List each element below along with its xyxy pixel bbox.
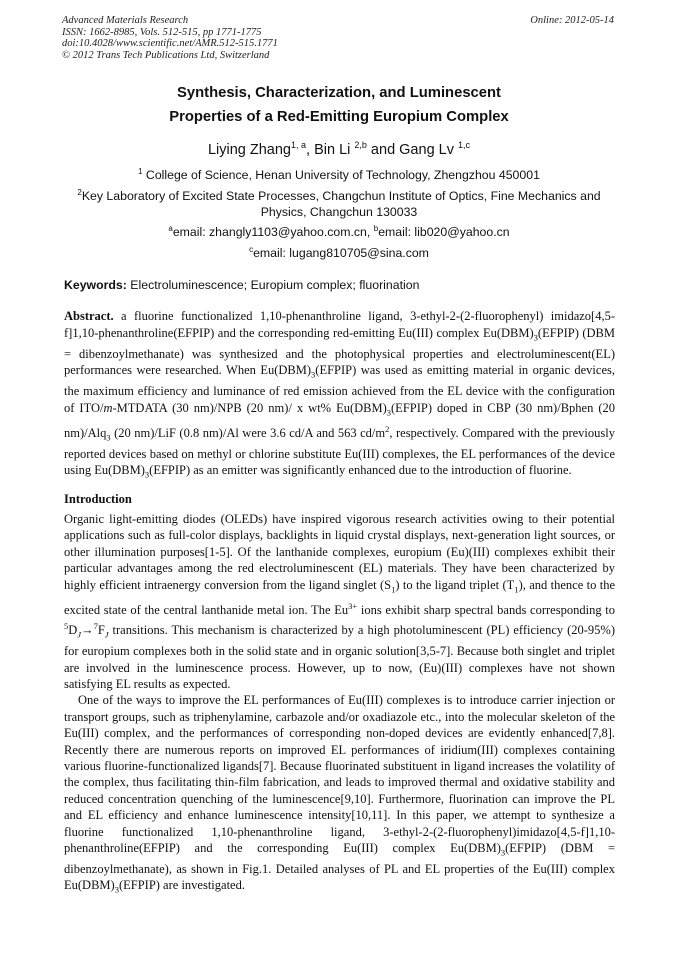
author-name: Liying Zhang	[207, 141, 291, 158]
intro-paragraph-2	[64, 692, 615, 898]
email-mark: a	[168, 224, 173, 233]
author-name: Gang Lv	[399, 141, 458, 158]
abstract-block	[64, 308, 615, 483]
copyright-line: © 2012 Trans Tech Publications Ltd, Switzerland	[62, 49, 270, 61]
body-text: ions exhibit sharp spectral bands corresponding to	[357, 602, 615, 617]
online-date: Online: 2012-05-14	[530, 15, 614, 26]
journal-header	[62, 15, 278, 61]
body-text: D	[68, 623, 78, 638]
email-mark: b	[373, 224, 379, 233]
author-affil-mark: 1,c	[458, 140, 471, 150]
author-affil-mark: 1, a	[291, 140, 307, 150]
body-text: (EFPIP) are investigated.	[118, 878, 245, 893]
body-text: ) to the ligand triplet (T	[395, 577, 515, 592]
body-text: transitions. This mechanism is characterized by a high photoluminescent (PL) efficiency (20-95%) for europium complexes both in the solid state and in organic solution[3,5-7]. Because both singlet and triplet are involved in the luminescence process. However, up to now, (Eu)(III) complexes have not shown satisfying EL results as expected.	[64, 623, 615, 691]
subscript: 1	[514, 584, 519, 595]
subscript: 3	[500, 847, 506, 858]
abstract-label: Abstract.	[64, 309, 114, 323]
subscript: 1	[391, 584, 396, 595]
email-mark: c	[249, 245, 254, 254]
section-heading-introduction: Introduction	[64, 492, 132, 506]
author-affil-mark: 2,b	[354, 140, 367, 150]
email-text: email: zhangly1103@yahoo.com.cn,	[172, 225, 374, 240]
affil-mark: 1	[138, 167, 143, 176]
subscript: 3	[106, 432, 111, 443]
abstract-text: (20 nm)/LiF (0.8 nm)/Al were 3.6 cd/A and 563 cd/m	[110, 425, 386, 440]
body-text: Organic light-emitting diodes (OLEDs) have inspired vigorous research activities owing to their potential applications such as full-color displays, backlights in liquid crystal displays, next-generation light sources, or other illumination purposes[1-5]. Of the lanthanide complexes, europium (Eu)(III) complexes exhibit their particular advantages among the red electroluminescent (EL) materials. They have been characterized by highly efficient intraenergy conversion from the ligand singlet (S	[64, 512, 615, 592]
email-line-c	[60, 242, 618, 261]
journal-name: Advanced Materials Research	[62, 15, 189, 26]
affiliation-1	[60, 164, 618, 183]
body-text: One of the ways to improve the EL performances of Eu(III) complexes is to introduce carrier injection or transport groups, such as triphenylamine, carbazole and/or oxadiazole etc., into the molecular skeleton of the Eu(III) complex, and the performances of corresponding non-doped devices are evidently enhanced[7,8]. Recently there are numerous reports on improved EL performances of iridium(III) complexes containing various fluorine-functionalized ligands[7]. Because fluorinated substituent in ligand increases the volatility of the complex, thus facilitating thin-film fabrication, and leads to improved thermal and oxidative stability and reduced concentration quenching of the luminescence[9,10]. Furthermore, fluorination can improve the PL and EL efficiency and enhance luminescence intensity[10,11]. In this paper, we attempt to synthesize a fluorine functionalized 1,10-phenanthroline ligand, 3-ethyl-2-(2-fluorophenyl)imidazo[4,5-f]1,10-phenanthroline(EFPIP) and the corresponding Eu(III) complex Eu(DBM)	[64, 693, 615, 856]
affil-text: Key Laboratory of Excited State Processes, Changchun Institute of Optics, Fine Mechanics and Physics, Changchun 130033	[81, 189, 601, 220]
author-separator: and	[366, 141, 400, 158]
subscript: 3	[533, 332, 538, 342]
author-separator: ,	[306, 141, 315, 158]
subscript: 3	[114, 884, 119, 895]
paper-title-line-1: Synthesis, Characterization, and Luminescent	[177, 85, 501, 101]
affiliation-2	[60, 185, 618, 220]
email-text: email: lugang810705@sina.com	[253, 246, 429, 261]
author-name: Bin Li	[314, 141, 355, 158]
subscript: 3	[386, 407, 392, 417]
abstract-text: (EFPIP) was used as emitting material in organic devices, the maximum efficiency and luminance of red emission achieved from the EL device with the configuration of ITO/	[64, 363, 615, 415]
superscript: 5	[64, 621, 69, 632]
affil-mark: 2	[77, 188, 82, 197]
affil-text: College of Science, Henan University of Technology, Zhengzhou 450001	[142, 168, 540, 183]
abstract-text: a fluorine functionalized 1,10-phenanthroline ligand, 3-ethyl-2-(2-fluorophenyl) imidazo[4,5-f]1,10-phenanthroline(EFPIP) and the corresponding red-emitting Eu(III) complex Eu(DBM)	[64, 309, 615, 340]
email-text: email: lib020@yahoo.cn	[378, 225, 510, 240]
subscript: 3	[311, 369, 316, 380]
abstract-text: , respectively. Compared with the previously reported devices based on methyl or chlorine substitute Eu(III) complexes, the EL performances of the device using Eu(DBM)	[64, 425, 615, 478]
keywords-line	[64, 278, 614, 292]
keywords-label: Keywords:	[64, 278, 127, 292]
issn-line: ISSN: 1662-8985, Vols. 512-515, pp 1771-1775	[62, 26, 262, 38]
superscript: 7	[93, 621, 98, 632]
intro-paragraph-1	[64, 511, 615, 692]
abstract-text: (EFPIP) as an emitter was significantly enhanced due to the introduction of fluorine.	[149, 463, 572, 478]
abstract-text: -MTDATA (30 nm)/NPB (20 nm)/ x wt% Eu(DBM)	[112, 400, 387, 415]
italic-text: m	[103, 400, 113, 415]
paper-title-line-2: Properties of a Red-Emitting Europium Complex	[169, 109, 509, 125]
superscript: 2	[385, 423, 390, 434]
body-text: F	[97, 623, 105, 638]
body-text: (EFPIP) (DBM = dibenzoylmethanate), as shown in Fig.1. Detailed analyses of PL and EL properties of the Eu(III) complex Eu(DBM)	[64, 841, 615, 893]
email-line-ab	[60, 221, 618, 240]
introduction-body	[64, 511, 615, 898]
superscript: 3+	[348, 600, 358, 611]
doi-line: doi:10.4028/www.scientific.net/AMR.512-515.1771	[62, 38, 278, 49]
author-list	[40, 140, 638, 158]
subscript-italic: J	[77, 629, 82, 640]
subscript: 3	[144, 469, 150, 480]
subscript-italic: J	[104, 629, 109, 640]
keywords-text: Electroluminescence; Europium complex; fluorination	[126, 278, 420, 292]
abstract-text: (EFPIP) (DBM = dibenzoylmethanate) was synthesized and the photophysical properties and electroluminescent(EL) performances were researched. When Eu(DBM)	[64, 325, 615, 377]
body-text: ), and thence to the excited state of the central lanthanide metal ion. The Eu	[64, 577, 615, 617]
abstract-text: (EFPIP) doped in CBP (30 nm)/Bphen (20 nm)/Alq	[64, 400, 615, 440]
arrow-symbol: →	[81, 623, 94, 638]
